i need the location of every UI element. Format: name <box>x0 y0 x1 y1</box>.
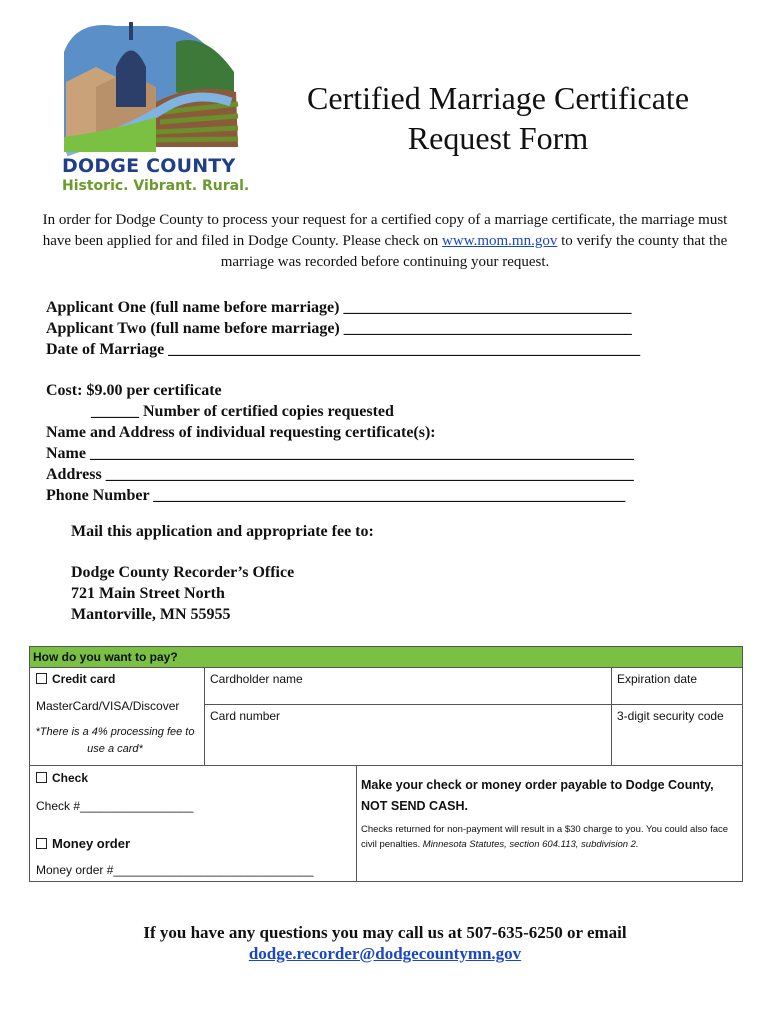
title-line-2: Request Form <box>407 120 589 156</box>
mail-street: 721 Main Street North <box>71 585 225 602</box>
intro-text-after: to verify the county that the marriage was recorded before continuing your request. <box>220 233 728 270</box>
copies-field[interactable]: ______ Number of certified copies requested <box>91 403 394 420</box>
money-order-checkbox[interactable] <box>36 838 47 849</box>
processing-fee-note: *There is a 4% processing fee to use a card* <box>35 726 195 755</box>
intro-paragraph <box>40 210 730 273</box>
logo-title: DODGE COUNTY <box>62 155 236 177</box>
contact-footer <box>40 922 730 964</box>
money-order-label: Money order <box>52 836 131 851</box>
payable-to-notice: Make your check or money order payable to Dodge County, NOT SEND CASH. <box>361 778 714 813</box>
date-of-marriage-field[interactable]: Date of Marriage ___________________________________________________________ <box>46 341 641 358</box>
applicant-two-field[interactable]: Applicant Two (full name before marriage) ____________________________________ <box>46 320 632 337</box>
money-order-option[interactable] <box>36 836 130 851</box>
divider <box>204 704 742 705</box>
applicant-one-field[interactable]: Applicant One (full name before marriage) ____________________________________ <box>46 299 632 316</box>
cardholder-name-field[interactable]: Cardholder name <box>210 672 303 686</box>
mail-office: Dodge County Recorder’s Office <box>71 564 295 581</box>
request-fields <box>46 297 640 506</box>
logo-dome-base <box>116 67 146 107</box>
credit-card-label: Credit card <box>52 672 116 686</box>
check-option[interactable] <box>36 771 88 785</box>
address-field[interactable]: Address __________________________________________________________________ <box>46 466 634 483</box>
check-label: Check <box>52 771 89 785</box>
returned-check-text: Checks returned for non-payment will result in a $30 charge to you. You could also face civil penalties. <box>361 824 729 850</box>
phone-field[interactable]: Phone Number ___________________________________________________________ <box>46 487 626 504</box>
card-types: MasterCard/VISA/Discover <box>36 699 180 713</box>
requester-heading: Name and Address of individual requesting certificate(s): <box>46 424 436 441</box>
logo-dome-spire <box>129 22 133 40</box>
cost-label: Cost: $9.00 per certificate <box>46 382 222 399</box>
check-checkbox[interactable] <box>36 772 47 783</box>
credit-card-checkbox[interactable] <box>36 673 47 684</box>
security-code-field[interactable]: 3-digit security code <box>617 709 724 723</box>
name-field[interactable]: Name ____________________________________________________________________ <box>46 445 634 462</box>
mail-heading: Mail this application and appropriate fee to: <box>71 523 374 540</box>
credit-card-option[interactable] <box>36 672 115 686</box>
logo-tagline: Historic. Vibrant. Rural. <box>62 178 250 194</box>
divider <box>356 765 357 881</box>
intro-text-before: In order for Dodge County to process your request for a certified copy of a marriage certificate, the marriage must have been applied for and filed in Dodge County. Please check on <box>42 212 728 249</box>
email-link[interactable]: dodge.recorder@dodgecountymn.gov <box>248 944 522 963</box>
page-title <box>268 78 728 158</box>
divider <box>611 668 612 765</box>
mom-website-link[interactable]: www.mom.mn.gov <box>442 233 558 249</box>
card-number-field[interactable]: Card number <box>210 709 281 723</box>
payment-table <box>29 646 743 882</box>
expiration-date-field[interactable]: Expiration date <box>617 672 698 686</box>
returned-check-notice <box>361 822 739 852</box>
footer-text: If you have any questions you may call us at 507-635-6250 or email <box>143 923 627 942</box>
title-line-1: Certified Marriage Certificate <box>306 80 690 116</box>
mail-city: Mantorville, MN 55955 <box>71 606 231 623</box>
mailing-info <box>71 521 374 625</box>
mailing-address <box>71 562 374 625</box>
divider <box>204 668 205 765</box>
check-number-field[interactable]: Check #_________________ <box>36 799 194 813</box>
money-order-number-field[interactable]: Money order #______________________________ <box>36 863 314 877</box>
payment-header: How do you want to pay? <box>30 647 742 668</box>
divider <box>30 765 742 766</box>
statute-reference: Minnesota Statutes, section 604.113, subdivision 2. <box>422 839 639 850</box>
